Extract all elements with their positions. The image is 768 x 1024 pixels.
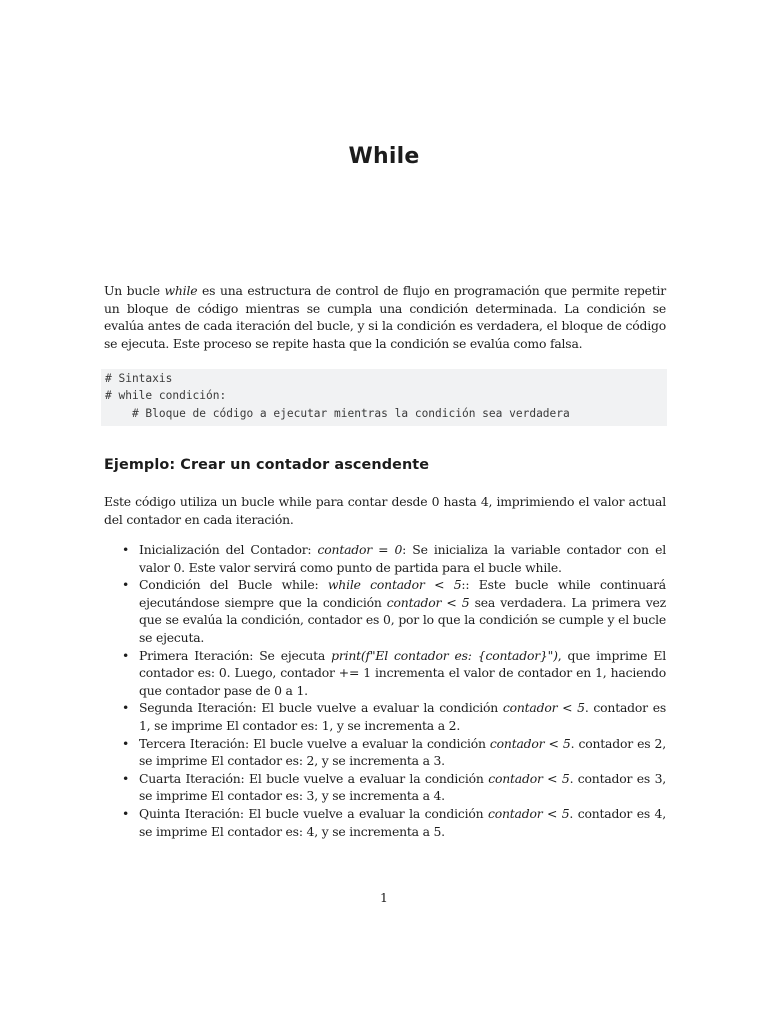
- code-line: # while condición:: [105, 389, 227, 403]
- list-item: [104, 576, 666, 646]
- item-code: contador < 5: [502, 700, 585, 716]
- item-code: print(f"El contador es: {contador}"): [331, 647, 558, 663]
- section-heading: Ejemplo: Crear un contador ascendente: [104, 457, 430, 473]
- item-text: Segunda Iteración: El bucle vuelve a evaluar la condición: [139, 700, 503, 716]
- iteration-list: [104, 541, 666, 840]
- code-line: # Sintaxis: [105, 372, 173, 385]
- list-item: [104, 805, 666, 840]
- intro-text-rest: es una estructura de control de flujo en programación que permite repetir un bloque de código mientras se cumpla una condición determinada. La condición se evalúa antes de cada iteración del bucle, y si la condición es verdadera, el bloque de código se ejecuta. Este proceso se repite hasta que la condición se evalúa como falsa.: [104, 283, 666, 351]
- bullet-icon: •: [122, 770, 130, 786]
- code-block: [101, 369, 667, 426]
- page-number: 1: [380, 890, 388, 905]
- item-text: Quinta Iteración: El bucle vuelve a evaluar la condición: [139, 805, 488, 821]
- item-text: sea verdadera. La primera vez que se evalúa la condición, contador es 0, por lo que la condición se cumple y el bucle se ejecuta.: [139, 594, 666, 645]
- list-item: [104, 541, 666, 576]
- list-item: [104, 735, 666, 770]
- item-text: : Se inicializa la variable contador con el valor 0. Este valor servirá como punto de partida para el bucle while.: [139, 542, 666, 575]
- list-item: [104, 699, 666, 734]
- section-paragraph: Este código utiliza un bucle while para contar desde 0 hasta 4, imprimiendo el valor actual del contador en cada iteración.: [104, 494, 666, 527]
- item-code: contador < 5: [386, 594, 470, 610]
- bullet-icon: •: [122, 542, 130, 557]
- code-line: # Bloque de código a ejecutar mientras la condición sea verdadera: [105, 406, 570, 420]
- item-text: Inicialización del Contador:: [139, 542, 318, 557]
- intro-paragraph: [104, 282, 666, 352]
- list-item: [104, 770, 666, 805]
- bullet-icon: •: [122, 577, 130, 593]
- item-text: Cuarta Iteración: El bucle vuelve a evaluar la condición: [139, 770, 489, 786]
- item-text: . contador es 4, se imprime El contador es: 4, y se incrementa a 5.: [139, 805, 666, 839]
- item-text: . contador es 3, se imprime El contador es: 3, y se incrementa a 4.: [139, 770, 666, 804]
- item-code: contador < 5: [487, 805, 570, 821]
- item-text: Tercera Iteración: El bucle vuelve a evaluar la condición: [139, 735, 490, 751]
- item-text: :: Este bucle while continuará ejecutándose siempre que la condición: [139, 577, 666, 610]
- item-code: contador < 5: [489, 735, 571, 751]
- item-text: . contador es 2, se imprime El contador es: 2, y se incrementa a 3.: [139, 735, 666, 769]
- item-code: contador = 0: [317, 542, 403, 557]
- page-title: While: [348, 144, 420, 169]
- bullet-icon: •: [122, 805, 130, 821]
- item-text: . contador es 1, se imprime El contador es: 1, y se incrementa a 2.: [139, 700, 666, 733]
- bullet-icon: •: [122, 647, 130, 663]
- item-text: Primera Iteración: Se ejecuta: [139, 647, 332, 663]
- item-text: Condición del Bucle while:: [139, 577, 328, 593]
- intro-text-start: Un bucle: [104, 283, 165, 298]
- bullet-icon: •: [122, 700, 130, 716]
- list-item: [104, 647, 666, 700]
- item-code: contador < 5: [488, 770, 570, 786]
- item-text: , que imprime El contador es: 0. Luego, contador += 1 incrementa el valor de contador en 1, haciendo que contador pase de 0 a 1.: [139, 647, 667, 698]
- bullet-icon: •: [122, 735, 130, 751]
- item-code: while contador < 5: [327, 577, 462, 593]
- intro-keyword: while: [164, 283, 198, 298]
